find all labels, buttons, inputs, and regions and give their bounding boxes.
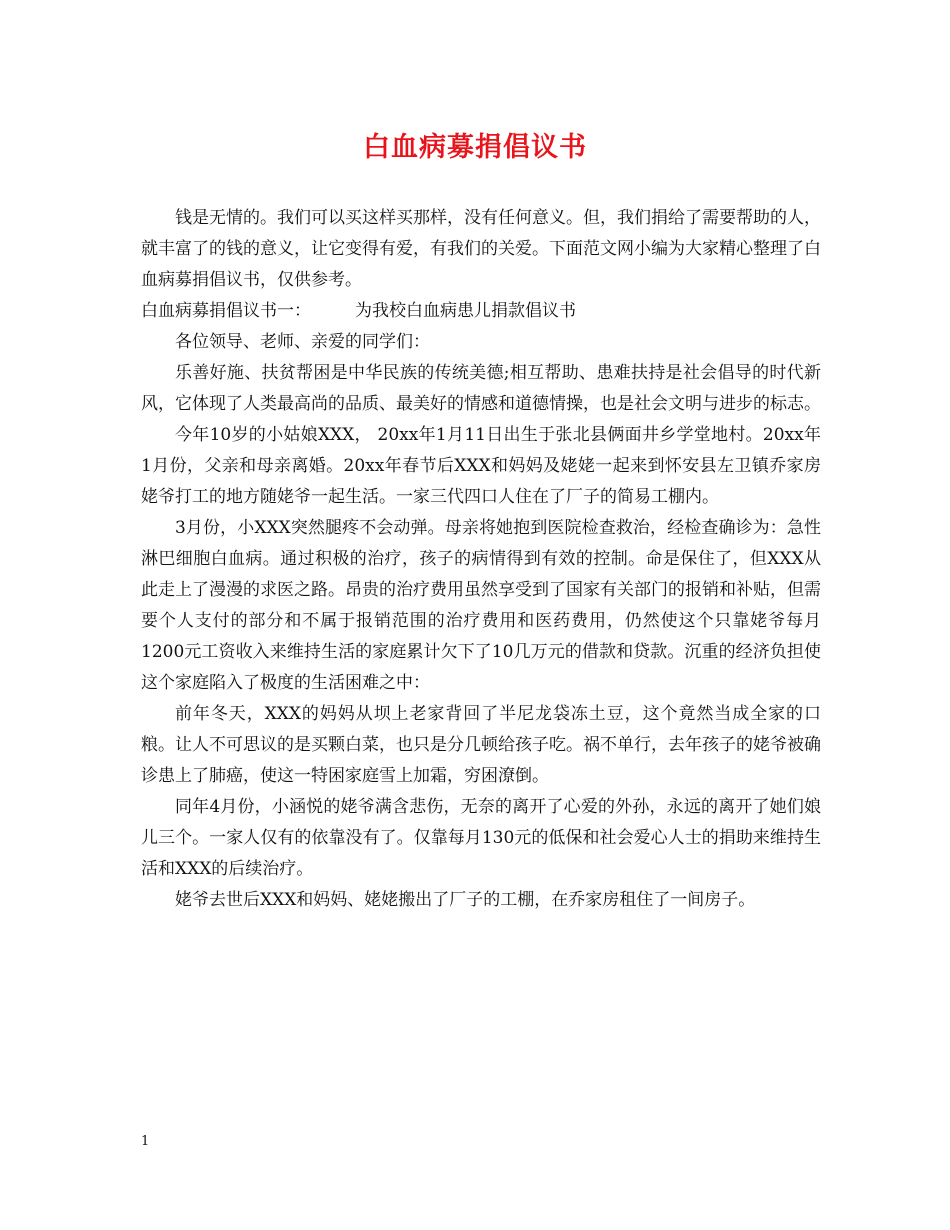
paragraph-illness: 3月份，小XXX突然腿疼不会动弹。母亲将她抱到医院检查救治，经检查确诊为：急性淋巴细胞白血病。通过积极的治疗，孩子的病情得到有效的控制。命是保住了，但XXX从此走上了漫漫的求医之路。昂贵的治疗费用虽然享受到了国家有关部门的报销和补贴，但需要个人支付的部分和不属于报销范围的治疗费用和医药费用，仍然使这个只靠姥爷每月1200元工资收入来维持生活的家庭累计欠下了10几万元的借款和贷款。沉重的经济负担使这个家庭陷入了极度的生活困难之中： bbox=[141, 518, 821, 693]
document-title: 白血病募捐倡议书 bbox=[363, 132, 587, 163]
paragraph-intro: 钱是无情的。我们可以买这样买那样，没有任何意义。但，我们捐给了需要帮助的人，就丰富了的钱的意义，让它变得有爱，有我们的关爱。下面范文网小编为大家精心整理了白血病募捐倡议书，仅供参考。 bbox=[141, 208, 821, 290]
paragraph-move: 姥爷去世后XXX和妈妈、姥姥搬出了厂子的工棚，在乔家房租住了一间房子。 bbox=[175, 890, 756, 910]
document-body bbox=[141, 203, 821, 916]
paragraph-background: 今年10岁的小姑娘XXX， 20xx年1月11日出生于张北县俩面井乡学堂地村。20xx年1月份，父亲和母亲离婚。20xx年春节后XXX和妈妈及姥姥一起来到怀安县左卫镇乔家房姥爷打工的地方随姥爷一起生活。一家三代四口人住在了厂子的简易工棚内。 bbox=[141, 425, 821, 507]
paragraph-hardship: 前年冬天，XXX的妈妈从坝上老家背回了半尼龙袋冻土豆，这个竟然当成全家的口粮。让人不可思议的是买颗白菜，也只是分几顿给孩子吃。祸不单行，去年孩子的姥爷被确诊患上了肺癌，使这一特困家庭雪上加霜，穷困潦倒。 bbox=[141, 704, 821, 786]
paragraph-salutation: 各位领导、老师、亲爱的同学们： bbox=[175, 332, 430, 352]
page-number: 1 bbox=[141, 1134, 150, 1149]
section-heading: 白血病募捐倡议书一： bbox=[141, 301, 311, 321]
section-subtitle: 为我校白血病患儿捐款倡议书 bbox=[355, 301, 576, 321]
paragraph-virtue: 乐善好施、扶贫帮困是中华民族的传统美德;相互帮助、患难扶持是社会倡导的时代新风，它体现了人类最高尚的品质、最美好的情感和道德情操，也是社会文明与进步的标志。 bbox=[141, 363, 821, 414]
section-heading-line bbox=[141, 296, 821, 327]
paragraph-loss: 同年4月份，小涵悦的姥爷满含悲伤，无奈的离开了心爱的外孙，永远的离开了她们娘儿三个。一家人仅有的依靠没有了。仅靠每月130元的低保和社会爱心人士的捐助来维持生活和XXX的后续治疗。 bbox=[141, 797, 821, 879]
